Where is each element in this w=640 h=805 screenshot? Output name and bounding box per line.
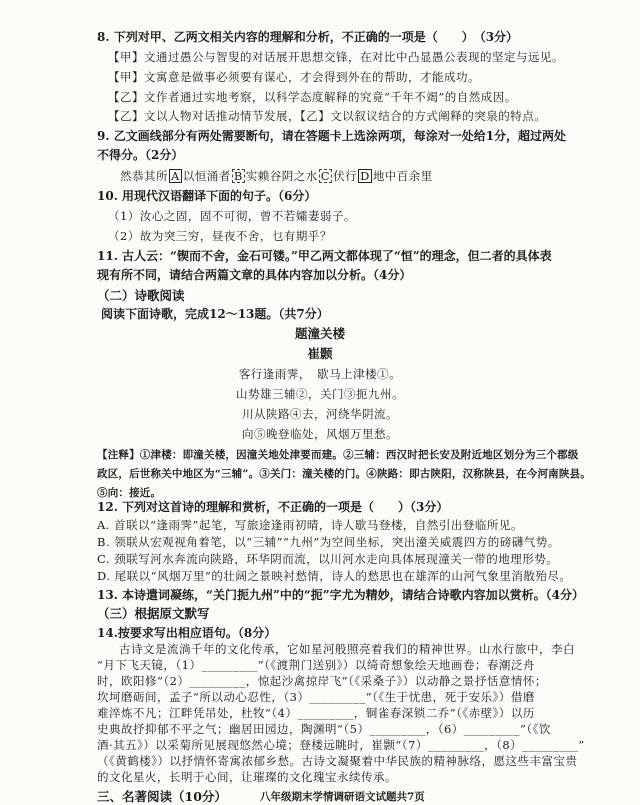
dictation-line-2: “月下飞天镜，（1）_________”（《渡荆门送别》）以绮奇想象绘天地画卷；春潮泛舟 (97, 658, 535, 672)
poem-line-1: 客行逢雨霁， 歇马上津楼①。 (238, 367, 402, 381)
poem-line-2: 山势雄三辅②，关门③扼九州。 (236, 387, 404, 401)
q9-mark-a: A (171, 169, 180, 183)
poetry-intro: 阅读下面诗歌，完成12～13题。（共7分） (101, 307, 329, 321)
q10-item-1: （1）汝心之固，固不可彻，曾不若孀妻弱子。 (108, 209, 356, 223)
dictation-line-1: 古诗文是流淌千年的文化传承，它如星河般照亮着我们的精神世界。山水行旅中，李白 (119, 642, 575, 656)
poem-line-3: 川从陕路④去，河绕华阴流。 (242, 407, 398, 421)
q12-option-a: A. 首联以“逢雨霁”起笔，写旅途逢雨初晴，诗人歇马登楼，自然引出登临所见。 (97, 518, 523, 532)
q12-option-c: C. 颈联写河水奔流向陕路，环华阴而流，以川河水走向具体展现潼关一带的地理形势。 (97, 552, 559, 566)
poem-notes-line3: ⑤向：接近。 (97, 487, 162, 499)
dictation-line-4: 坎坷磨砺间，孟子“所以动心忍性，（3）_________”（《生于忧患，死于安乐》）借磨 (97, 690, 535, 704)
q9-mark-d: D (360, 169, 370, 183)
q9-sentence (120, 169, 433, 183)
section-poetry-heading: （二）诗歌阅读 (97, 288, 185, 303)
q8-option-d: 【乙】文以人物对话推动情节发展，【乙】文以叙议结合的方式阐释的突泉的特点。 (108, 109, 547, 123)
poem-title: 题潼关楼 (294, 326, 345, 341)
question-9-line2: 不得分。（2分） (97, 148, 184, 162)
dictation-line-9: 的文化星火，长明于心间，让璀璨的文化瑰宝永续传承。 (97, 770, 397, 784)
poem-notes-line1: 【注释】①津楼：即潼关楼，因潼关地处津要而建。②三辅：西汉时把长安及附近地区划分为三个郡级 (97, 449, 579, 461)
q9-mark-c: C (320, 169, 331, 183)
q8-option-a: 【甲】文通过愚公与智叟的对话展开思想交锋，在对比中凸显愚公表现的坚定与远见。 (108, 50, 564, 64)
question-13: 13. 本诗遣词凝练，“关门扼九州”中的“扼”字尤为精妙，请结合诗歌内容加以赏析。（4分） (97, 588, 585, 602)
question-11-line2: 现有所不同，请结合两篇文章的具体内容加以分析。（4分） (97, 268, 412, 282)
question-9-line1: 9. 乙文画线部分有两处需要断句，请在答题卡上选涂两项，每涂对一处给1分，超过两处 (97, 129, 567, 143)
page-footer: 八年级期末学情调研语文试题共7页 (260, 791, 425, 803)
dictation-line-7: 酒·其五》）以采菊所见展现悠然心境；登楼远眺时，崔颢“（7）_________，（8）_________” (97, 738, 585, 752)
q10-item-2: （2）故为突三穷，昼夜不舍，乜有期乎？ (108, 229, 332, 243)
q9-text-1: 然恭其所 (120, 169, 168, 183)
dictation-line-3: 时，欧阳修“（2）_________，惊起沙禽掠岸飞”（《采桑子》）以动静之景抒恬意情怀； (97, 674, 547, 688)
question-11-line1: 11. 古人云：“锲而不舍，金石可镂。”甲乙两文都体现了“恒”的理念，但二者的具体表 (97, 249, 552, 263)
question-12: 12. 下列对这首诗的理解和赏析，不正确的一项是（ ）（3分） (97, 500, 449, 514)
section-dictation-heading: （三）根据原文默写 (97, 606, 210, 621)
section-classics-heading: 三、名著阅读（10分） (97, 789, 227, 804)
q9-text-4: 伏行 (333, 169, 358, 183)
dictation-line-6: 史典故抒抑郁不平之气；幽居田园边，陶渊明“（5）_________，（6）_________”（《饮 (97, 722, 551, 736)
dictation-line-8: （《黄鹤楼》）以抒情怀寄寓浓郁乡愁。古诗文凝聚着中华民族的精神脉络，愿这些丰富宝贵 (97, 754, 578, 768)
q8-option-b: 【甲】文寓意是做事必须要有谋心，才会得到外在的帮助，才能成功。 (108, 70, 480, 84)
q9-text-2: 以恒涌者 (182, 169, 231, 183)
dictation-line-5: 难淬炼不凡；江畔凭吊处，杜牧“（4）_________，铜雀春深锁二乔”（《赤壁》）以历 (97, 706, 535, 720)
q9-text-5: 地中百余里 (372, 169, 433, 183)
question-14: 14.按要求写出相应语句。（8分） (97, 626, 277, 640)
q9-mark-b: B (233, 169, 243, 183)
poem-line-4: 向⑤晚登临处，风烟万里愁。 (242, 427, 398, 441)
q8-option-c: 【乙】文作者通过实地考察，以科学态度解释的究竟“千年不竭”的自然成因。 (108, 90, 517, 104)
question-10: 10. 用现代汉语翻译下面的句子。（6分） (97, 189, 317, 203)
question-8: 8. 下列对甲、乙两文相关内容的理解和分析，不正确的一项是（ ） （3分） (97, 30, 519, 44)
poem-notes-line2: 政区，后世称关中地区为“三辅”。③关门：潼关楼的门。④陕路：即古陕阳，汉称陕县，在今河南陕县。 (97, 468, 591, 480)
q12-option-d: D. 尾联以“风烟万里”的壮阔之景映衬愁情，诗人的愁思也在雄浑的山河气象里消散殆尽。 (97, 569, 572, 583)
q9-text-3: 实赖谷阴之水 (245, 169, 318, 183)
q12-option-b: B. 领联从宏观视角着笔，以“三辅”“九州”为空间坐标，突出潼关威震四方的磅礴气势。 (97, 535, 560, 549)
poem-author: 崔颢 (307, 346, 333, 361)
